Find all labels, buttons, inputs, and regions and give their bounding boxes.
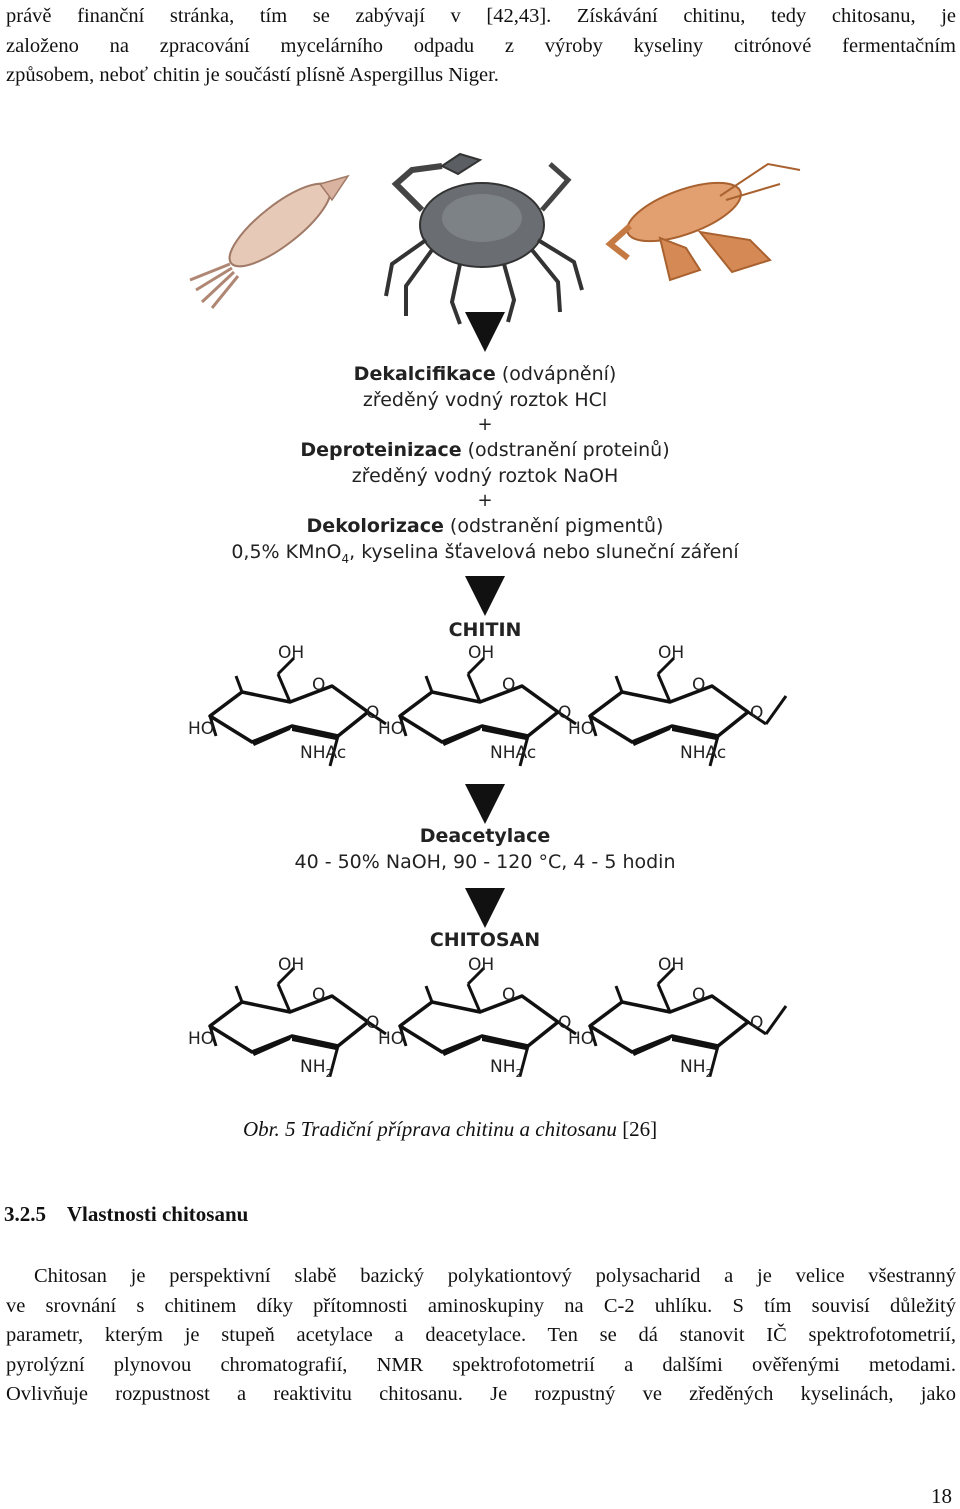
svg-text:OH: OH (658, 643, 685, 663)
svg-text:HO: HO (188, 719, 215, 739)
intro-line: založeno na zpracování mycelárního odpadu z výroby kyseliny citrónové fermentačním (6, 34, 956, 57)
section-number: 3.2.5 (4, 1202, 46, 1226)
svg-text:O: O (750, 1013, 764, 1033)
step-deproteinizace-reagent: zředěný vodný roztok NaOH (351, 465, 619, 487)
step-dekalcifikace-reagent: zředěný vodný roztok HCl (362, 389, 608, 411)
chitosan-structure (188, 955, 786, 1080)
svg-text:NH2: $NH_2$ (680, 1057, 713, 1080)
svg-text:HO: HO (568, 719, 595, 739)
svg-text:OH: OH (468, 955, 495, 975)
svg-text:OH: OH (658, 955, 685, 975)
intro-paragraph (6, 2, 956, 91)
svg-text:O: O (750, 703, 764, 723)
chitin-label: CHITIN (448, 619, 522, 641)
deacetylation-conditions: 40 - 50% NaOH, 90 - 120 °C, 4 - 5 hodin (294, 851, 676, 873)
section-heading (4, 1202, 248, 1227)
intro-line: právě finanční stránka, tím se zabývají v [42,43]. Získávání chitinu, tedy chitosanu, je (6, 5, 956, 27)
svg-text:O: O (692, 675, 706, 695)
crayfish-illustration (610, 164, 800, 280)
svg-text:O: O (312, 675, 326, 695)
svg-text:NHAc: NHAc (490, 743, 537, 763)
page-number: 18 (931, 1484, 952, 1508)
body-line: ve srovnání s chitinem díky přítomnosti aminoskupiny na C-2 uhlíku. S tím souvisí důležitý (6, 1294, 956, 1317)
caption-text: Obr. 5 Tradiční příprava chitinu a chitosanu (243, 1117, 617, 1141)
body-paragraph (6, 1262, 956, 1410)
svg-text:NH2: $NH_2$ (300, 1057, 333, 1080)
step-dekolorizace: Dekolorizace (odstranění pigmentů) (306, 515, 664, 537)
svg-text:O: O (502, 675, 516, 695)
step-dekolorizace-reagent: 0,5% KMnO$_4$, kyselina šťavelová nebo sluneční záření (231, 541, 739, 566)
figure-caption (243, 1117, 657, 1142)
svg-text:O: O (366, 1013, 380, 1033)
body-line: parametr, kterým je stupeň acetylace a deacetylace. Ten se dá stanovit IČ spektrofotometrií, (6, 1324, 956, 1346)
svg-text:O: O (558, 1013, 572, 1033)
intro-line: způsobem, neboť chitin je součástí plísně Aspergillus Niger. (6, 64, 499, 86)
body-line: Chitosan je perspektivní slabě bazický polykationtový polysacharid a je velice všestranný (34, 1265, 956, 1287)
svg-text:NH2: $NH_2$ (490, 1057, 523, 1080)
chitin-chitosan-preparation-figure (160, 140, 810, 1100)
crab-illustration (386, 154, 582, 324)
svg-text:OH: OH (278, 643, 305, 663)
svg-text:OH: OH (278, 955, 305, 975)
deacetylation-title: Deacetylace (419, 825, 551, 847)
section-title: Vlastnosti chitosanu (66, 1202, 249, 1226)
svg-text:HO: HO (568, 1029, 595, 1049)
step-dekalcifikace: Dekalcifikace (odvápnění) (353, 363, 617, 385)
chitin-structure (188, 643, 786, 766)
plus-sign: + (477, 414, 493, 435)
svg-text:O: O (366, 703, 380, 723)
plus-sign: + (477, 490, 493, 511)
svg-text:OH: OH (468, 643, 495, 663)
step-deproteinizace: Deproteinizace (odstranění proteinů) (300, 439, 670, 461)
caption-reference: [26] (622, 1117, 658, 1141)
squid-illustration (190, 171, 348, 308)
svg-text:O: O (692, 985, 706, 1005)
svg-text:NHAc: NHAc (300, 743, 347, 763)
svg-text:NHAc: NHAc (680, 743, 727, 763)
svg-text:O: O (558, 703, 572, 723)
svg-text:O: O (502, 985, 516, 1005)
svg-text:HO: HO (188, 1029, 215, 1049)
chitosan-label: CHITOSAN (429, 929, 541, 951)
body-line: pyrolýzní plynovou chromatografií, NMR spektrofotometrií a dalšími ověřenými metodami. (6, 1353, 956, 1376)
svg-text:HO: HO (378, 1029, 405, 1049)
body-line: Ovlivňuje rozpustnost a reaktivitu chitosanu. Je rozpustný ve zředěných kyselinách, jako (6, 1383, 956, 1405)
svg-text:O: O (312, 985, 326, 1005)
svg-text:HO: HO (378, 719, 405, 739)
